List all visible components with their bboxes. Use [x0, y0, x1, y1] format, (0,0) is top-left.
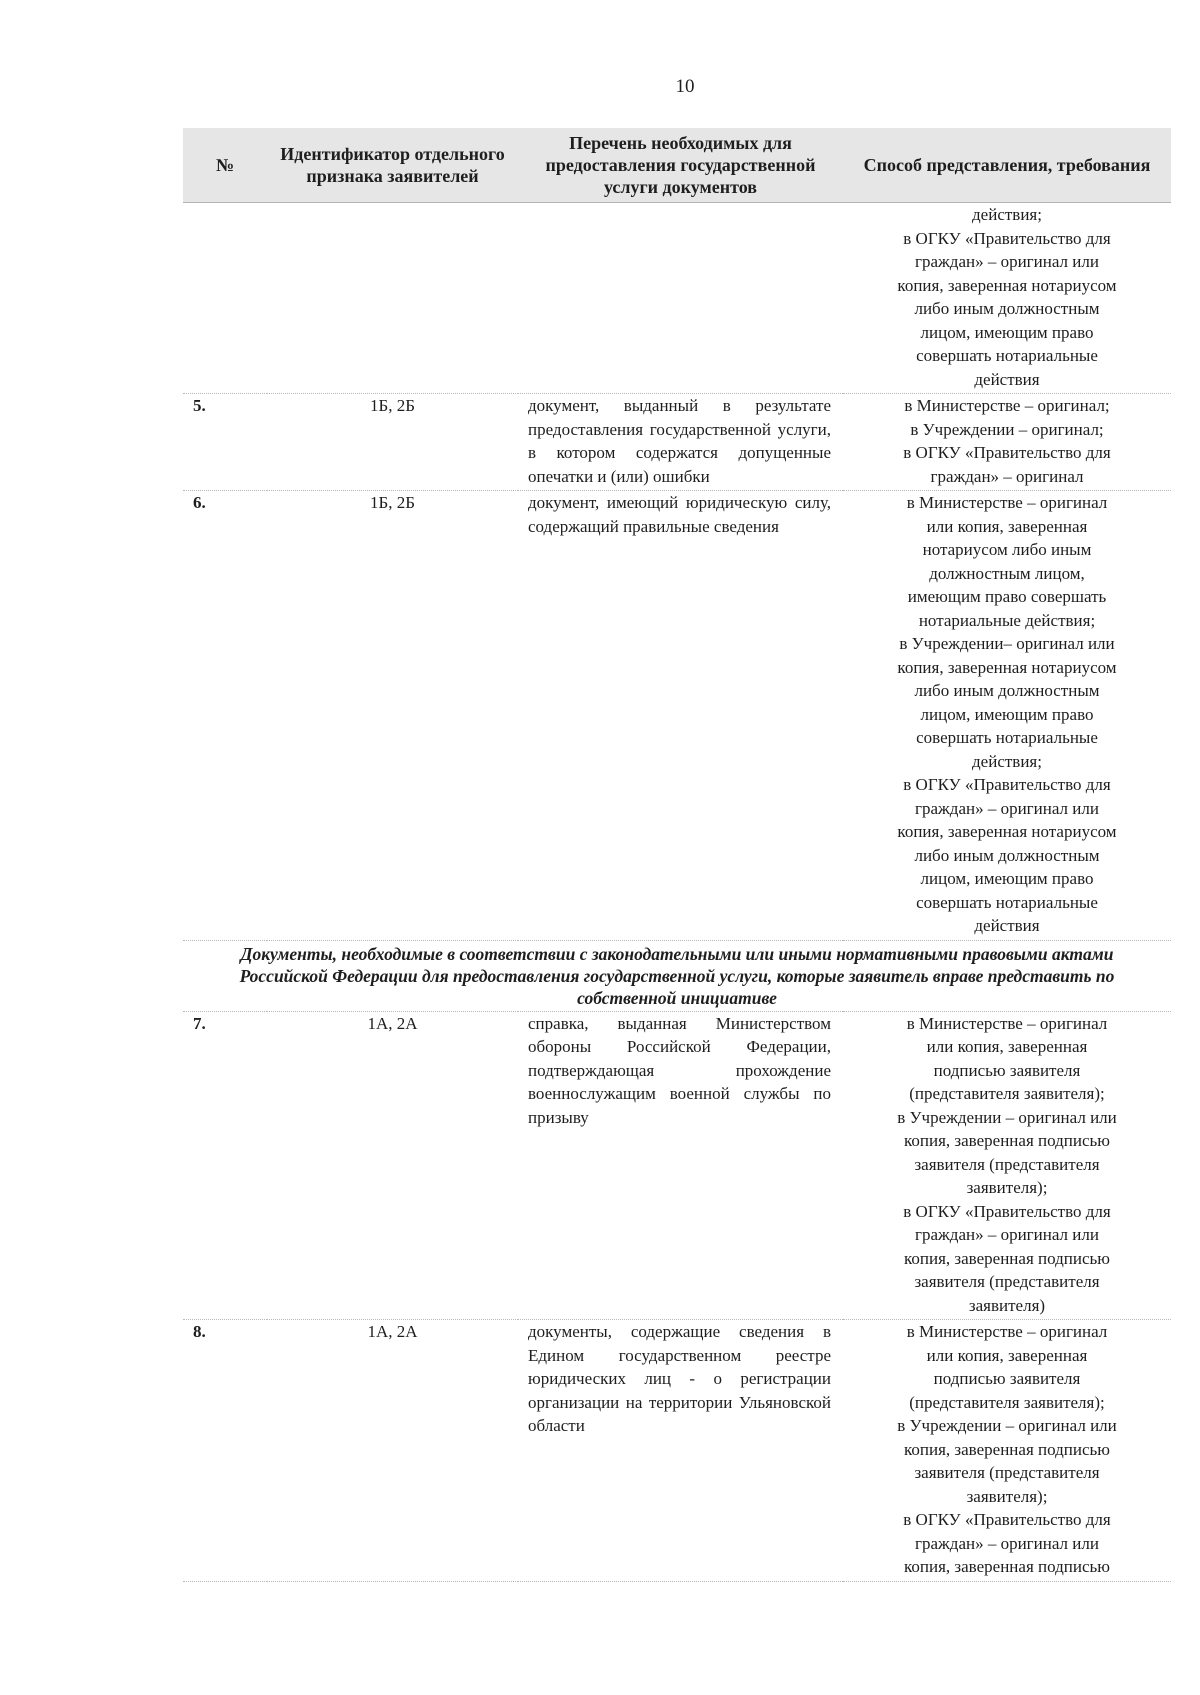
identifier-cell: 1А, 2А	[267, 1011, 518, 1320]
method-line: заявителя);	[966, 1486, 1048, 1506]
method-line: должностным лицом,	[929, 563, 1085, 583]
identifier-cell: 1Б, 2Б	[267, 394, 518, 491]
method-line: либо иным должностным	[914, 299, 1100, 318]
header-method: Способ представления, требования	[843, 128, 1171, 203]
row-number: 8.	[183, 1320, 267, 1582]
page-number: 10	[675, 76, 695, 97]
method-line: в Учреждении – оригинал или	[897, 1107, 1117, 1127]
method-line: или копия, заверенная	[926, 1345, 1088, 1365]
row-number: 5.	[183, 394, 267, 491]
documents-cell: документ, имеющий юридическую силу, содержащий правильные сведения	[518, 491, 843, 941]
method-line: действия;	[972, 751, 1042, 771]
table-row-continuation	[183, 203, 1171, 394]
table-row	[183, 1011, 1171, 1320]
method-line: в Министерстве – оригинал;	[904, 396, 1110, 415]
method-line: (представителя заявителя);	[909, 1392, 1105, 1412]
method-line: совершать нотариальные	[916, 346, 1098, 365]
method-line: лицом, имеющим право	[920, 704, 1094, 724]
method-line: заявителя (представителя	[914, 1272, 1100, 1291]
method-line: подписью заявителя	[933, 1060, 1081, 1080]
method-cell	[843, 203, 1171, 394]
table-body	[183, 203, 1171, 1582]
method-line: в Министерстве – оригинал	[906, 1013, 1108, 1033]
method-line: в Учреждении – оригинал или	[897, 1416, 1117, 1435]
method-line: лицом, имеющим право	[920, 869, 1094, 888]
method-cell	[843, 1320, 1171, 1582]
method-line: в ОГКУ «Правительство для	[903, 1201, 1111, 1221]
identifier-cell: 1Б, 2Б	[267, 491, 518, 941]
method-line: действия	[974, 916, 1040, 935]
method-line: копия, заверенная подписью	[904, 1131, 1110, 1150]
method-line: копия, заверенная нотариусом	[897, 657, 1117, 677]
method-line: граждан» – оригинал или	[915, 1225, 1099, 1244]
documents-cell: документы, содержащие сведения в Едином государственном реестре юридических лиц - о регистрации организации на территории Ульяновской области	[518, 1320, 843, 1582]
method-line: нотариусом либо иным	[922, 540, 1092, 559]
method-cell	[843, 1011, 1171, 1320]
header-identifier: Идентификатор отдельного признака заявителей	[267, 128, 518, 203]
method-line: копия, заверенная подписью	[904, 1248, 1110, 1268]
row-number: 7.	[183, 1011, 267, 1320]
method-line: в Министерстве – оригинал	[906, 493, 1108, 512]
method-line: либо иным должностным	[914, 681, 1100, 700]
method-line: имеющим право совершать	[907, 587, 1107, 606]
method-line: заявителя);	[966, 1178, 1048, 1197]
method-line: заявителя (представителя	[914, 1154, 1100, 1174]
header-row	[183, 128, 1171, 203]
documents-cell: справка, выданная Министерством обороны Российской Федерации, подтверждающая прохождение военнослужащим военной службы по призыву	[518, 1011, 843, 1320]
method-line: либо иным должностным	[914, 845, 1100, 865]
method-line: в ОГКУ «Правительство для	[903, 228, 1111, 248]
documents-cell: документ, выданный в результате предоставления государственной услуги, в котором содержатся допущенные опечатки и (или) ошибки	[518, 394, 843, 491]
method-line: в ОГКУ «Правительство для	[903, 775, 1111, 794]
method-line: граждан» – оригинал или	[915, 252, 1099, 271]
header-num: №	[183, 128, 267, 203]
table-header	[183, 128, 1171, 203]
method-line: копия, заверенная нотариусом	[897, 822, 1117, 841]
row-number: 6.	[183, 491, 267, 941]
method-line: в Учреждении – оригинал;	[910, 419, 1104, 439]
documents-table	[183, 128, 1171, 1582]
method-line: совершать нотариальные	[916, 892, 1098, 912]
method-line: лицом, имеющим право	[920, 322, 1094, 342]
method-line: действия	[974, 369, 1040, 389]
table-row	[183, 1320, 1171, 1582]
method-line: действия;	[972, 205, 1042, 224]
method-line: в Министерстве – оригинал	[906, 1322, 1108, 1341]
method-cell	[843, 491, 1171, 941]
section-heading-row	[183, 940, 1171, 1011]
method-line: граждан» – оригинал или	[915, 798, 1099, 818]
method-line: копия, заверенная подписью	[904, 1557, 1110, 1576]
identifier-cell: 1А, 2А	[267, 1320, 518, 1582]
method-line: (представителя заявителя);	[909, 1084, 1105, 1103]
method-line: копия, заверенная подписью	[904, 1439, 1110, 1459]
method-line: копия, заверенная нотариусом	[897, 275, 1117, 295]
method-line: заявителя (представителя	[914, 1463, 1100, 1482]
table-row	[183, 394, 1171, 491]
header-documents: Перечень необходимых для предоставления государственной услуги документов	[518, 128, 843, 203]
method-line: граждан» – оригинал	[930, 466, 1084, 486]
method-line: в Учреждении– оригинал или	[899, 634, 1115, 653]
method-line: заявителя)	[968, 1295, 1046, 1315]
method-line: в ОГКУ «Правительство для	[903, 1510, 1111, 1529]
method-line: или копия, заверенная	[926, 1037, 1088, 1056]
section-heading: Документы, необходимые в соответствии с законодательными или иными нормативными правовыми актами Российской Федерации для предоставления государственной услуги, которые заявитель вправе представить по собственной инициативе	[183, 940, 1171, 1011]
table-row	[183, 491, 1171, 941]
method-line: подписью заявителя	[933, 1369, 1081, 1388]
method-cell	[843, 394, 1171, 491]
method-line: граждан» – оригинал или	[915, 1533, 1099, 1553]
method-line: или копия, заверенная	[926, 516, 1088, 536]
method-line: в ОГКУ «Правительство для	[903, 443, 1111, 462]
method-line: нотариальные действия;	[918, 610, 1096, 630]
method-line: совершать нотариальные	[916, 728, 1098, 747]
